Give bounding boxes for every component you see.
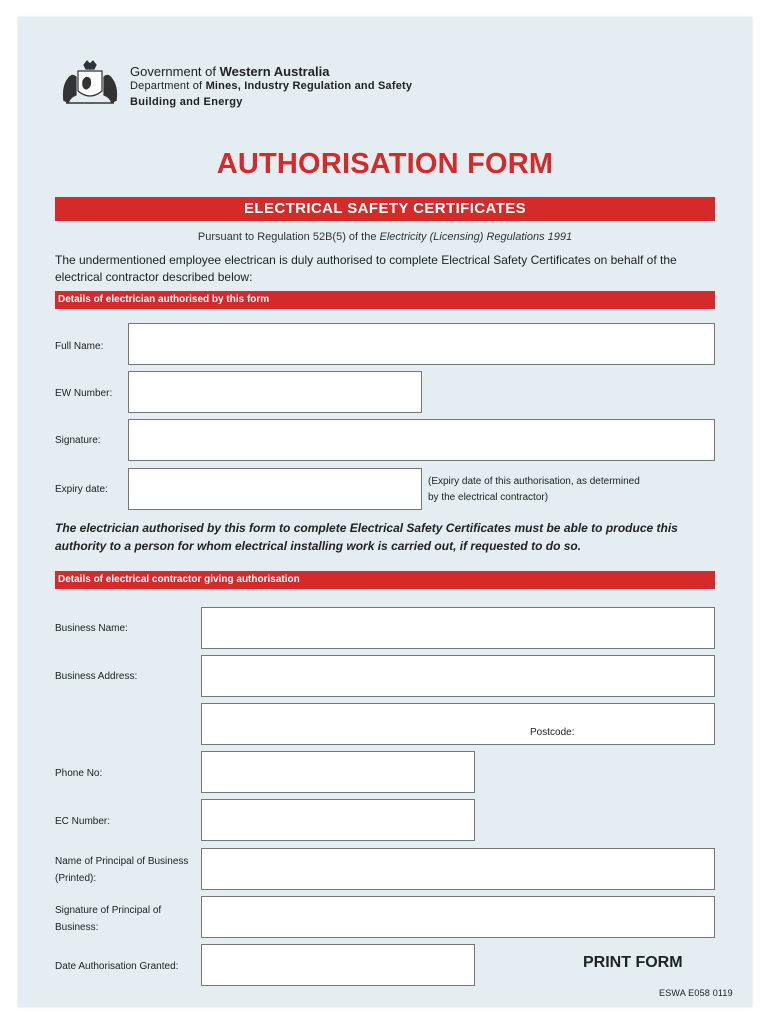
- pursuant-text: Pursuant to Regulation 52B(5) of the Electricity (Licensing) Regulations 1991: [197, 231, 573, 243]
- authority-warning: The electrician authorised by this form to complete Electrical Safety Certificates must be able to produce this authority to a person for whom electrical installing work is carried out, if requested to do so.: [55, 521, 678, 553]
- principal-signature-field[interactable]: [201, 896, 715, 938]
- form-title: AUTHORISATION FORM: [216, 148, 554, 180]
- postcode-label: Postcode:: [530, 727, 575, 738]
- ec-number-label: EC Number:: [55, 816, 111, 827]
- section-heading-electrician: Details of electrician authorised by this form: [55, 291, 715, 309]
- department-name: Department of Mines, Industry Regulation and Safety: [130, 80, 413, 92]
- government-name: Government of Western Australia: [130, 64, 330, 79]
- ew-number-field[interactable]: [128, 371, 422, 413]
- date-granted-label: Date Authorisation Granted:: [55, 961, 179, 972]
- business-address-field-line2[interactable]: [201, 703, 715, 745]
- ec-number-field[interactable]: [201, 799, 475, 841]
- form-code: ESWA E058 0119: [659, 988, 733, 998]
- full-name-field[interactable]: [128, 323, 715, 365]
- expiry-date-field[interactable]: [128, 468, 422, 510]
- section-heading-contractor: Details of electrical contractor giving authorisation: [55, 571, 715, 589]
- form-subtitle-bar: ELECTRICAL SAFETY CERTIFICATES: [55, 197, 715, 221]
- expiry-note: (Expiry date of this authorisation, as determined by the electrical contractor): [428, 476, 640, 503]
- business-address-label: Business Address:: [55, 671, 138, 682]
- phone-field[interactable]: [201, 751, 475, 793]
- full-name-label: Full Name:: [55, 341, 104, 352]
- principal-name-field[interactable]: [201, 848, 715, 890]
- business-name-field[interactable]: [201, 607, 715, 649]
- ew-number-label: EW Number:: [55, 388, 113, 399]
- phone-label: Phone No:: [55, 768, 103, 779]
- expiry-date-label: Expiry date:: [55, 484, 108, 495]
- business-address-field[interactable]: [201, 655, 715, 697]
- principal-signature-label: Signature of Principal of Business:: [55, 905, 162, 933]
- wa-coat-of-arms-logo: [56, 57, 124, 107]
- business-name-label: Business Name:: [55, 623, 128, 634]
- date-granted-field[interactable]: [201, 944, 475, 986]
- signature-field[interactable]: [128, 419, 715, 461]
- print-form-button[interactable]: PRINT FORM: [583, 954, 683, 971]
- principal-name-label: Name of Principal of Business (Printed):: [55, 856, 189, 884]
- intro-text: The undermentioned employee electrican is duly authorised to complete Electrical Safety Certificates on behalf of the electrical contractor described below:: [55, 253, 677, 284]
- signature-label: Signature:: [55, 435, 101, 446]
- division-name: Building and Energy: [130, 96, 243, 108]
